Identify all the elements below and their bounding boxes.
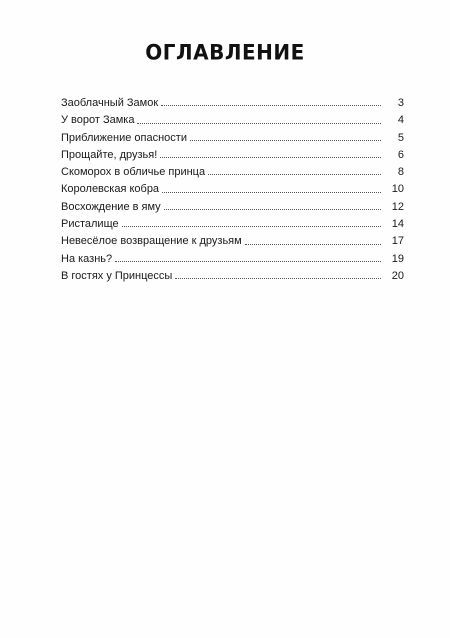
toc-entry-title: Королевская кобра xyxy=(61,183,160,196)
toc-entry xyxy=(61,112,404,129)
toc-entry xyxy=(61,130,404,147)
dot-leader xyxy=(208,174,381,175)
toc-entry-title: У ворот Замка xyxy=(61,114,135,127)
toc-entry xyxy=(61,251,404,268)
toc-entry xyxy=(61,147,404,164)
toc-entry xyxy=(61,199,404,216)
toc-entry-title: Скоморох в обличье принца xyxy=(61,166,206,179)
toc-page-number: 14 xyxy=(391,218,404,231)
toc-entry-title: На казнь? xyxy=(61,252,113,265)
dot-leader xyxy=(161,105,381,106)
toc-entry xyxy=(61,181,404,198)
dot-leader xyxy=(245,244,381,245)
dot-leader xyxy=(175,278,381,279)
toc-entry xyxy=(61,95,404,112)
toc-entry-title: Прощайте, друзья! xyxy=(61,148,158,161)
dot-leader xyxy=(115,261,381,262)
toc-entry-title: Приближение опасности xyxy=(61,131,187,144)
toc-entry xyxy=(61,216,404,233)
toc-heading: ОГЛАВЛЕНИЕ xyxy=(145,39,305,65)
dot-leader xyxy=(137,123,381,124)
toc-page-number: 5 xyxy=(397,131,404,144)
toc-entry-title: Ристалище xyxy=(61,218,119,231)
toc-page-number: 20 xyxy=(391,269,404,282)
toc-entry xyxy=(61,164,404,181)
toc-entry-title: В гостях у Принцессы xyxy=(61,269,173,282)
dot-leader xyxy=(160,157,381,158)
toc-page-number: 17 xyxy=(391,235,404,248)
toc-page-number: 12 xyxy=(391,200,404,213)
toc-page-number: 19 xyxy=(391,252,404,265)
dot-leader xyxy=(162,192,381,193)
toc-entry-title: Восхождение в яму xyxy=(61,200,161,213)
toc-page-number: 3 xyxy=(397,97,404,109)
dot-leader xyxy=(122,226,381,227)
dot-leader xyxy=(190,140,381,141)
toc-page-number: 4 xyxy=(397,114,404,127)
toc-page-number: 8 xyxy=(397,166,404,179)
toc-list xyxy=(61,95,404,285)
toc-entry-title: Невесёлое возвращение к друзьям xyxy=(61,235,242,248)
toc-page-number: 6 xyxy=(397,148,404,161)
toc-entry xyxy=(61,233,404,250)
toc-entry xyxy=(61,268,404,285)
toc-page-number: 10 xyxy=(391,183,404,196)
toc-entry-title: Заоблачный Замок xyxy=(61,97,159,109)
dot-leader xyxy=(164,209,381,210)
